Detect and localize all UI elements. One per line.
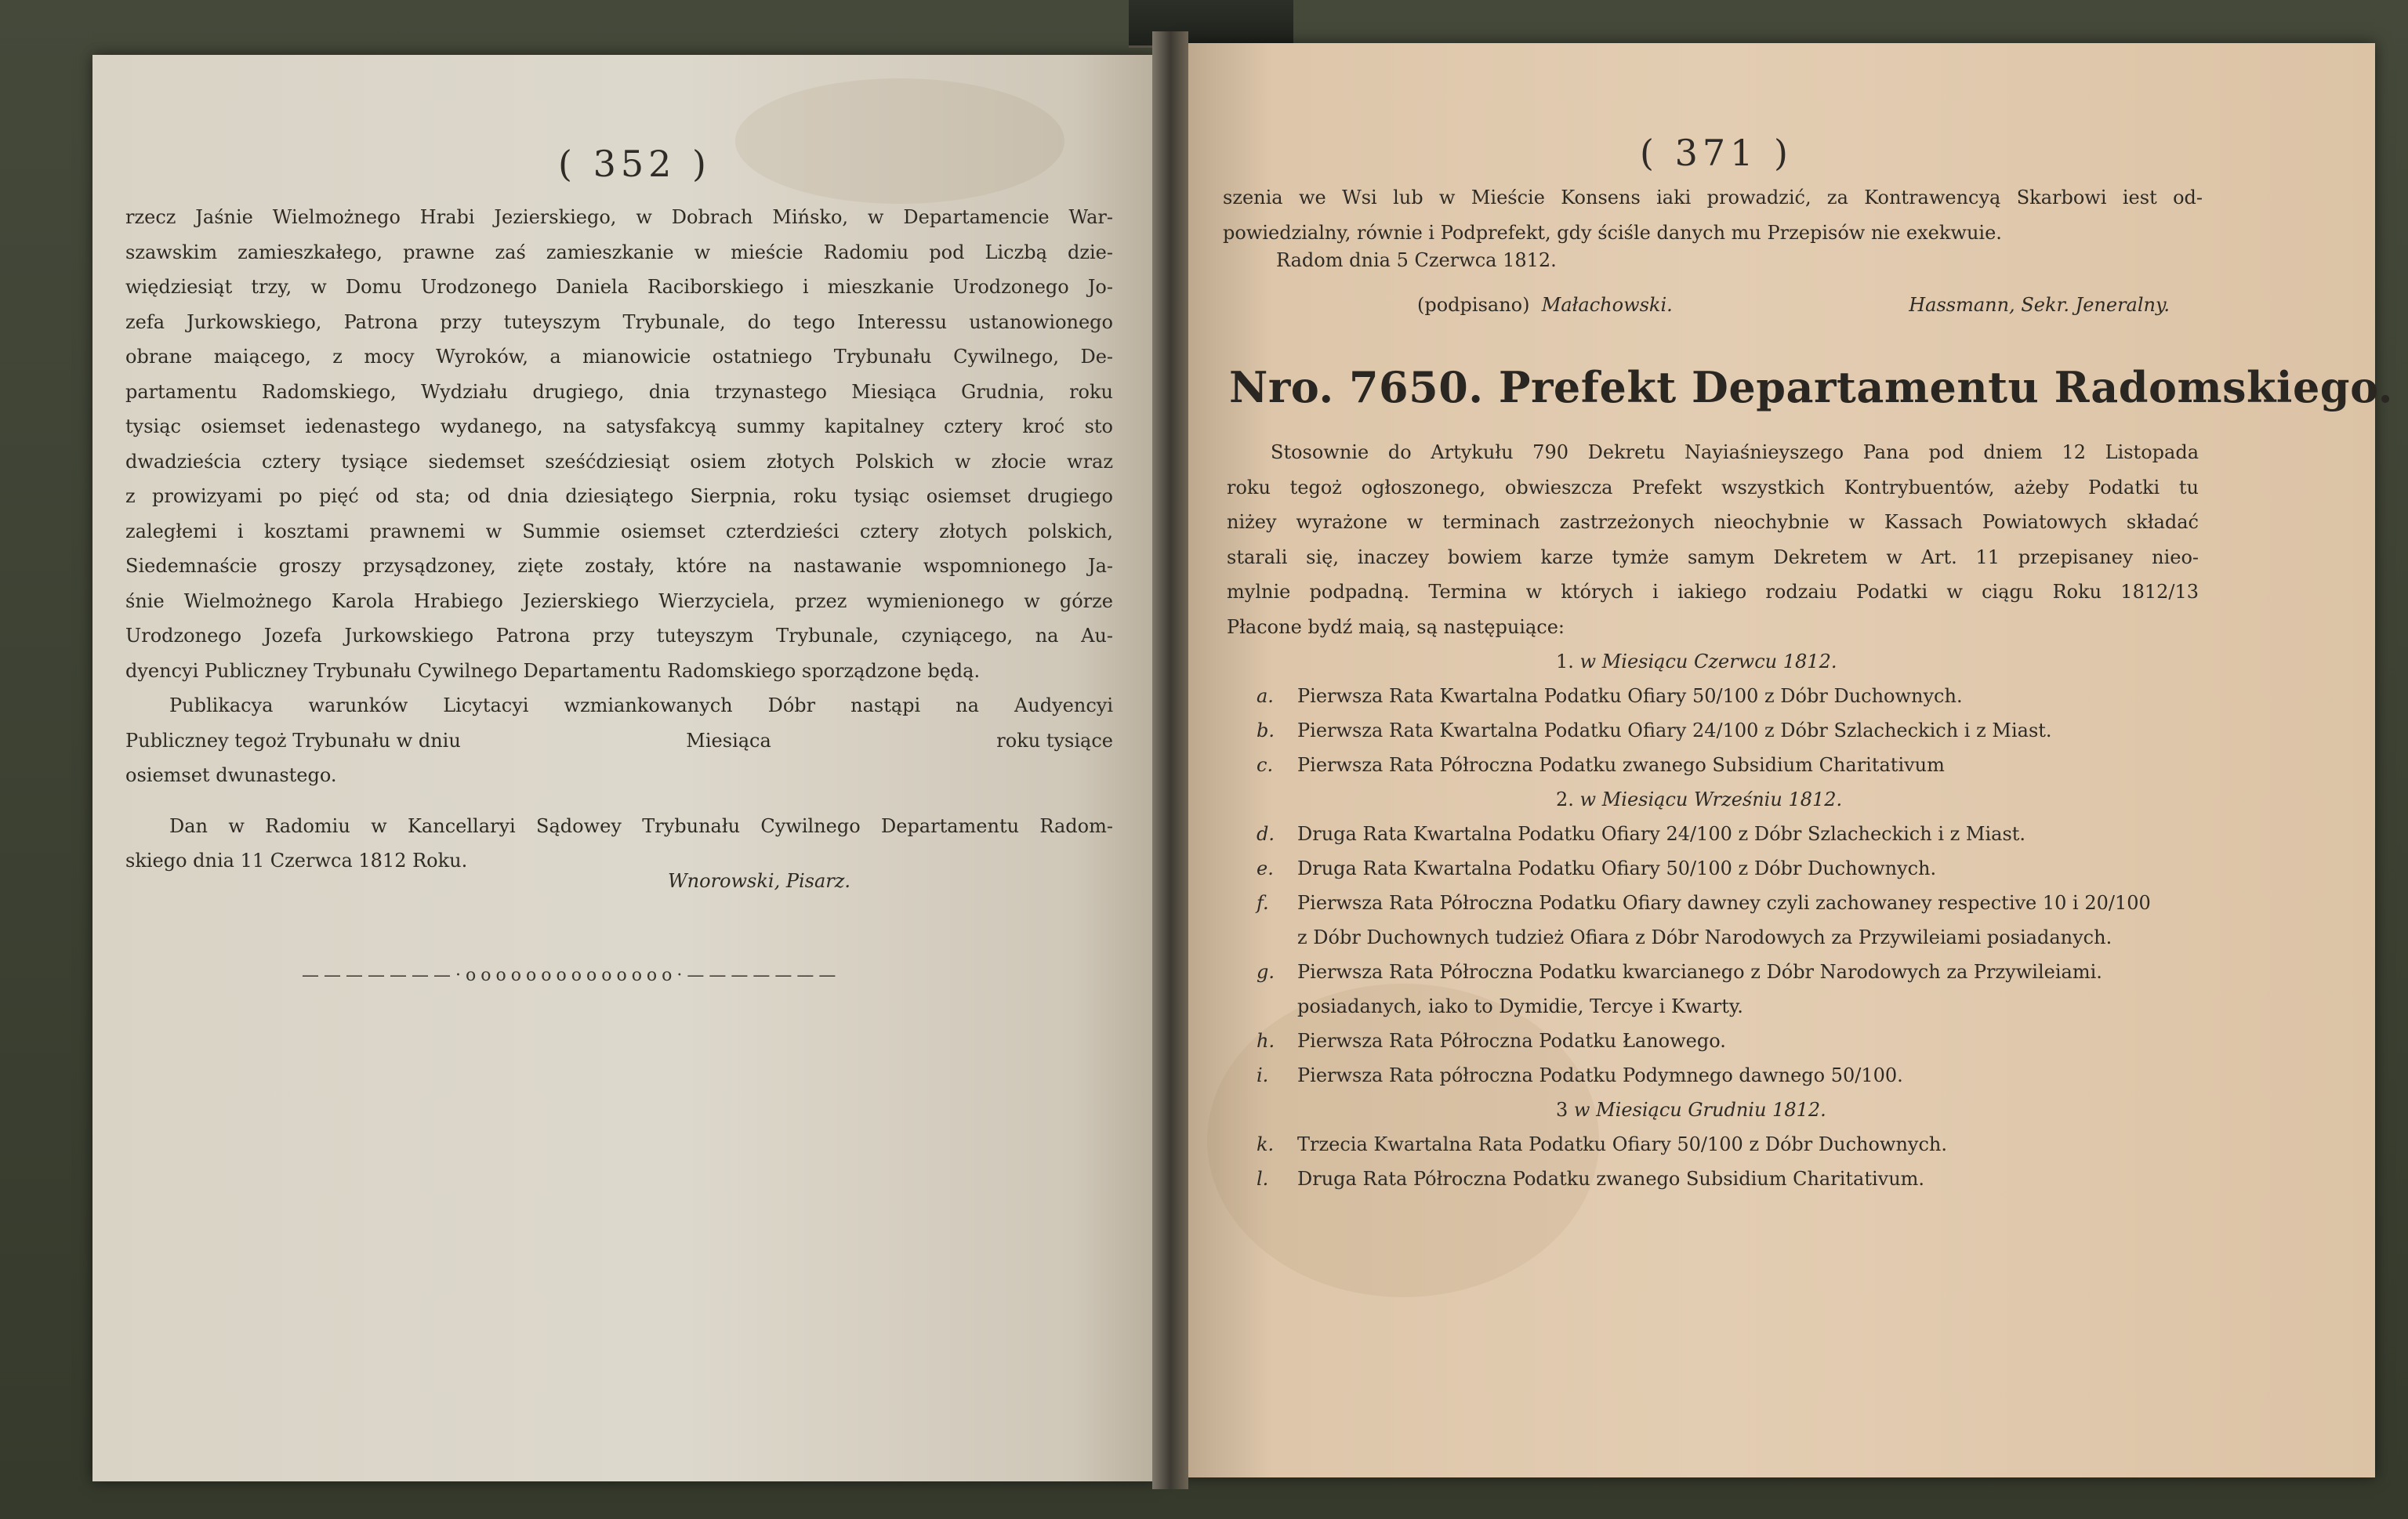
top-line: szenia we Wsi lub w Mieście Konsens iaki prowadzić, za Kontrawencyą Skarbowi iest od- — [1223, 187, 2203, 208]
decree-heading: Nro. 7650. Prefekt Departamentu Radomskiego. — [1229, 362, 2393, 412]
signer-name: Małachowski. — [1541, 294, 1673, 316]
signed-line — [1417, 294, 2170, 316]
schedule-item — [1227, 1162, 2199, 1196]
section-month: w Miesiącu Grudniu 1812. — [1573, 1099, 1826, 1121]
item-text: Pierwsza Rata Półroczna Podatku zwanego Subsidium Charitativum — [1297, 754, 1945, 776]
secretary-name: Hassmann, Sekr. Jeneralny. — [1909, 294, 2170, 316]
schedule-item — [1227, 1058, 2199, 1093]
item-letter: g. — [1257, 961, 1275, 983]
schedule-item — [1227, 1024, 2199, 1058]
text-line: obrane maiącego, z mocy Wyroków, a mianowicie ostatniego Trybunału Cywilnego, De- — [125, 346, 1113, 368]
text-line: mylnie podpadną. Termina w których i iakiego rodzaiu Podatki w ciągu Roku 1812/13 — [1227, 581, 2199, 603]
item-text: Druga Rata Kwartalna Podatku Ofiary 24/100 z Dóbr Szlacheckich i z Miast. — [1297, 823, 2026, 845]
text-line: roku tegoż ogłoszonego, obwieszcza Prefekt wszystkich Kontrybuentów, ażeby Podatki tu — [1227, 476, 2199, 498]
item-text: Pierwsza Rata półroczna Podatku Podymnego dawnego 50/100. — [1297, 1064, 1903, 1086]
page-number-left: ( 352 ) — [558, 143, 711, 185]
publication-line: Publikacya warunków Licytacyi wzmiankowanych Dóbr nastąpi na Audyencyi — [169, 694, 1113, 716]
text-line: dwadzieścia cztery tysiące siedemset sześćdziesiąt osiem złotych Polskich w złocie wraz — [125, 450, 1113, 473]
left-page-text — [125, 200, 1113, 879]
item-continuation: z Dóbr Duchownych tudzież Ofiara z Dóbr Narodowych za Przywileiami posiadanych. — [1297, 926, 2112, 948]
publication-part: Miesiąca — [686, 729, 771, 752]
ornamental-rule: ———————·oooooooooooooo·——————— — [302, 966, 841, 985]
section-number: 1. — [1556, 651, 1574, 672]
publication-part: roku tysiące — [996, 729, 1113, 752]
item-letter: i. — [1257, 1064, 1269, 1086]
item-letter: e. — [1257, 857, 1274, 879]
item-letter: h. — [1257, 1030, 1275, 1052]
section-title — [1227, 1093, 2199, 1127]
text-line: Siedemnaście groszy przysądzoney, zięte zostały, które na nastawanie wspomnionego Ja- — [125, 555, 1113, 577]
schedule-item — [1227, 679, 2199, 713]
item-letter: k. — [1257, 1133, 1275, 1155]
text-line: zefa Jurkowskiego, Patrona przy tuteyszym Trybunale, do tego Interessu ustanowionego — [125, 310, 1113, 333]
text-line: więdziesiąt trzy, w Domu Urodzonego Daniela Raciborskiego i mieszkanie Urodzonego Jo- — [125, 276, 1113, 298]
text-line: Urodzonego Jozefa Jurkowskiego Patrona przy tuteyszym Trybunale, czyniącego, na Au- — [125, 625, 1113, 647]
section-month: w Miesiącu Czerwcu 1812. — [1579, 651, 1837, 672]
page-number-right: ( 371 ) — [1640, 132, 1793, 174]
dated-line-end: skiego dnia 11 Czerwca 1812 Roku. — [125, 850, 468, 872]
item-letter: d. — [1257, 823, 1275, 845]
right-top-text — [1223, 180, 2203, 250]
text-line: szawskim zamieszkałego, prawne zaś zamieszkanie w mieście Radomiu pod Liczbą dzie- — [125, 241, 1113, 263]
item-text: Pierwsza Rata Kwartalna Podatku Ofiary 24/100 z Dóbr Szlacheckich i z Miast. — [1297, 720, 2052, 741]
item-letter: b. — [1257, 720, 1275, 741]
place-date: Radom dnia 5 Czerwca 1812. — [1276, 249, 1557, 271]
publication-line-end: osiemset dwunastego. — [125, 764, 337, 786]
item-letter: f. — [1257, 892, 1269, 914]
schedule-item — [1227, 851, 2199, 886]
section-number: 2. — [1556, 789, 1574, 810]
item-text: Pierwsza Rata Półroczna Podatku Ofiary dawney czyli zachowaney respective 10 i 20/100 — [1297, 892, 2151, 914]
text-line: starali się, inaczey bowiem karze tymże samym Dekretem w Art. 11 przepisaney nieo- — [1227, 546, 2199, 568]
item-letter: c. — [1257, 754, 1274, 776]
section-title — [1227, 782, 2199, 817]
text-line: Stosownie do Artykułu 790 Dekretu Nayiaśnieyszego Pana pod dniem 12 Listopada — [1271, 441, 2199, 463]
section-month: w Miesiącu Wrześniu 1812. — [1579, 789, 1843, 810]
publication-part: Publiczney tegoż Trybunału w dniu — [125, 729, 461, 752]
clerk-signature: Wnorowski, Pisarz. — [668, 870, 851, 892]
schedule-item — [1227, 748, 2199, 782]
publication-line-blanks — [125, 723, 1113, 759]
item-letter: a. — [1257, 685, 1274, 707]
paper-stain — [735, 78, 1064, 204]
item-text: Pierwsza Rata Półroczna Podatku kwarcianego z Dóbr Narodowych za Przywileiami. — [1297, 961, 2102, 983]
dated-line: Dan w Radomiu w Kancellaryi Sądowey Trybunału Cywilnego Departamentu Radom- — [169, 814, 1113, 837]
tax-schedule — [1227, 644, 2199, 1196]
schedule-item — [1227, 1127, 2199, 1162]
section-title — [1227, 644, 2199, 679]
text-line: z prowizyami po pięć od sta; od dnia dziesiątego Sierpnia, roku tysiąc osiemset drugiego — [125, 485, 1113, 507]
text-line: śnie Wielmożnego Karola Hrabiego Jezierskiego Wierzyciela, przez wymienionego w górze — [125, 589, 1113, 612]
item-text: Pierwsza Rata Półroczna Podatku Łanowego. — [1297, 1030, 1726, 1052]
schedule-item — [1227, 955, 2199, 989]
left-paragraph — [125, 200, 1113, 688]
text-line: Płacone bydź maią, są następuiące: — [1227, 615, 1565, 638]
item-letter: l. — [1257, 1168, 1269, 1190]
text-line: partamentu Radomskiego, Wydziału drugiego, dnia trzynastego Miesiąca Grudnia, roku — [125, 380, 1113, 403]
item-text: Druga Rata Kwartalna Podatku Ofiary 50/100 z Dóbr Duchownych. — [1297, 857, 1937, 879]
decree-body — [1227, 435, 2199, 1196]
decree-paragraph — [1227, 435, 2199, 644]
signed-prefix: (podpisano) — [1417, 294, 1530, 316]
schedule-item — [1227, 817, 2199, 851]
schedule-item — [1227, 713, 2199, 748]
schedule-item — [1227, 886, 2199, 920]
item-text: Druga Rata Półroczna Podatku zwanego Subsidium Charitativum. — [1297, 1168, 1925, 1190]
item-text: Pierwsza Rata Kwartalna Podatku Ofiary 50/100 z Dóbr Duchownych. — [1297, 685, 1963, 707]
item-text: Trzecia Kwartalna Rata Podatku Ofiary 50/100 z Dóbr Duchownych. — [1297, 1133, 1948, 1155]
text-line: tysiąc osiemset iedenastego wydanego, na satysfakcyą summy kapitalney cztery kroć sto — [125, 415, 1113, 437]
text-line: dyencyi Publiczney Trybunału Cywilnego Departamentu Radomskiego sporządzone będą. — [125, 659, 981, 682]
text-line: rzecz Jaśnie Wielmożnego Hrabi Jezierskiego, w Dobrach Mińsko, w Departamencie War- — [125, 206, 1113, 228]
top-line: powiedzialny, równie i Podprefekt, gdy ściśle danych mu Przepisów nie exekwuie. — [1223, 221, 2002, 244]
text-line: niżey wyrażone w terminach zastrzeżonych nieochybnie w Kassach Powiatowych składać — [1227, 511, 2199, 533]
item-continuation: posiadanych, iako to Dymidie, Tercye i Kwarty. — [1297, 995, 1743, 1017]
book-gutter — [1152, 31, 1188, 1489]
section-number: 3 — [1556, 1099, 1568, 1121]
text-line: zaległemi i kosztami prawnemi w Summie osiemset czterdzieści cztery złotych polskich, — [125, 520, 1113, 542]
